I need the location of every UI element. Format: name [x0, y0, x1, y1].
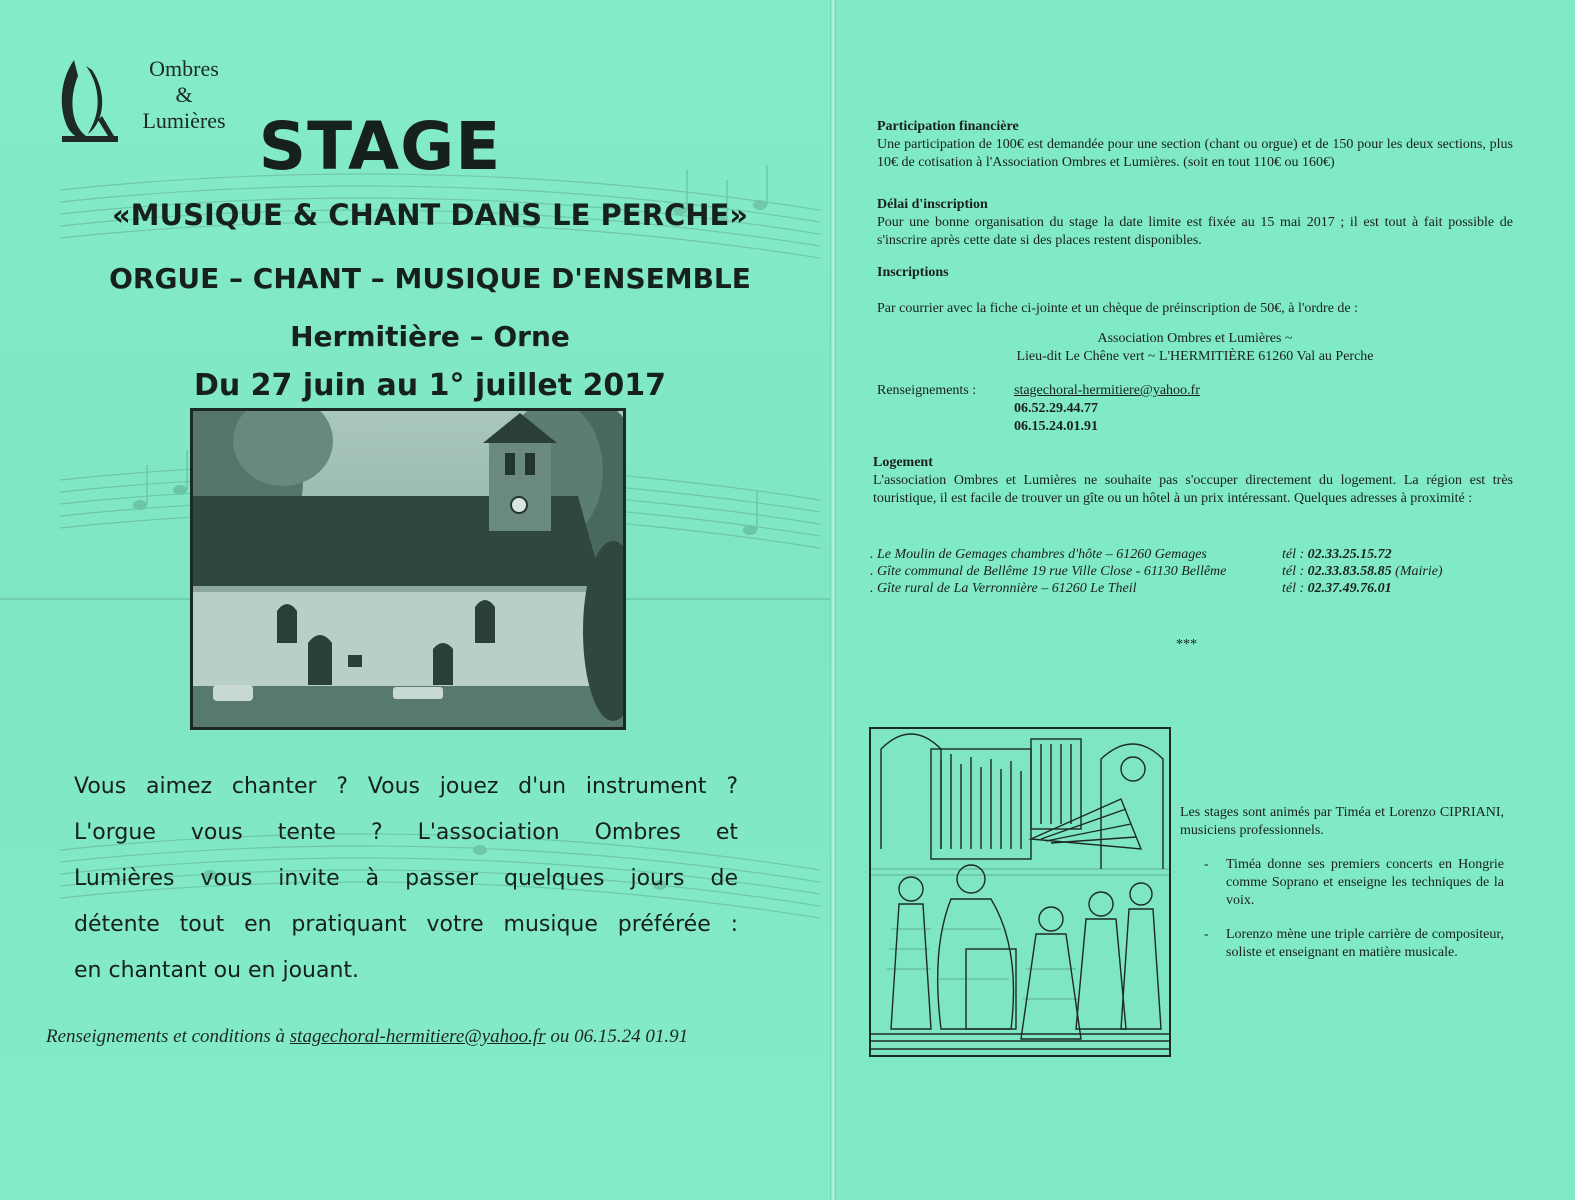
intro-paragraph [74, 764, 738, 994]
lodging-name: . Le Moulin de Gemages chambres d'hôte – 61260 Gemages [870, 547, 1207, 562]
bullet-item [1180, 926, 1504, 962]
flyer-title: STAGE [258, 108, 502, 185]
contact-email-link[interactable]: stagechoral-hermitiere@yahoo.fr [289, 1026, 546, 1047]
page-fold [830, 0, 836, 1200]
participation-text: Une participation de 100€ est demandée pour une section (chant ou orgue) et de 150 pour les deux sections, plus 10€ de cotisation à l'Association Ombres et Lumières. (soit en tout 110€ ou 160€) [877, 137, 1513, 170]
flyer-contact-line [46, 1026, 806, 1048]
bullet-dash: - [1204, 927, 1209, 942]
logo-text-lumieres: Lumières [142, 108, 226, 133]
animators-text: Les stages sont animés par Timéa et Lorenzo CIPRIANI, musiciens professionnels. [1180, 805, 1504, 838]
inscriptions-heading: Inscriptions [877, 265, 949, 280]
bullet-text: Timéa donne ses premiers concerts en Hongrie comme Soprano et enseigne les techniques de la voix. [1226, 857, 1504, 908]
organ-woodcut-illustration [871, 729, 1169, 1055]
address-line: Lieu-dit Le Chêne vert ~ L'HERMITIÈRE 61260 Val au Perche [1016, 349, 1374, 364]
postal-address [877, 330, 1513, 366]
intro-line: en chantant ou en jouant. [74, 958, 360, 983]
lodging-item [870, 580, 1510, 597]
bullet-text: Lorenzo mène une triple carrière de compositeur, soliste et enseignant en matière musicale. [1226, 927, 1504, 960]
lodging-name: . Gîte communal de Bellême 19 rue Ville Close - 61130 Bellême [870, 564, 1227, 579]
lodging-item [870, 563, 1510, 580]
logo-text-ombres: Ombres [149, 56, 219, 81]
intro-line: détente tout en pratiquant votre musique préférée : [74, 912, 738, 937]
flyer-subtitle: «MUSIQUE & CHANT DANS LE PERCHE» [111, 198, 749, 232]
flyer-dates: Du 27 juin au 1° juillet 2017 [193, 368, 667, 403]
inscriptions-text: Par courrier avec la fiche ci-jointe et un chèque de préinscription de 50€, à l'ordre de : [877, 301, 1359, 316]
participation-section [877, 118, 1513, 172]
logo-emblem-icon [52, 56, 122, 146]
contact-email-link[interactable]: stagechoral-hermitiere@yahoo.fr [1014, 383, 1200, 398]
intro-line: Vous aimez chanter ? Vous jouez d'un instrument ? [74, 774, 738, 799]
lodging-heading: Logement [873, 455, 933, 470]
tel-label: tél : [1282, 547, 1308, 562]
contact-prefix: Renseignements et conditions à [46, 1026, 290, 1047]
bullet-item [1180, 856, 1504, 910]
lodging-phone: 02.37.49.76.01 [1307, 581, 1392, 596]
deadline-heading: Délai d'inscription [877, 197, 988, 212]
bullet-dash: - [1204, 857, 1209, 872]
section-separator: *** [1176, 637, 1197, 652]
church-illustration [193, 411, 623, 727]
phone-number: 06.52.29.44.77 [1014, 401, 1098, 416]
logo-text-ampersand: & [175, 82, 193, 107]
church-photo [190, 408, 626, 730]
inscriptions-section [877, 264, 1513, 282]
intro-line: Lumières vous invite à passer quelques jours de [74, 866, 738, 891]
flyer-location: Hermitière – Orne [290, 320, 570, 353]
phone-number: 06.15.24.01.91 [1014, 419, 1098, 434]
lodging-phone: 02.33.25.15.72 [1307, 547, 1392, 562]
organ-engraving [869, 727, 1171, 1057]
deadline-section [877, 196, 1513, 250]
lodging-section [873, 454, 1513, 508]
lodging-phone: 02.33.83.58.85 [1307, 564, 1392, 579]
lodging-list [870, 546, 1510, 597]
contact-label: Renseignements : [877, 383, 977, 398]
contact-phone: ou 06.15.24 01.91 [545, 1026, 689, 1047]
participation-heading: Participation financière [877, 119, 1019, 134]
animators-section [1180, 804, 1504, 962]
tel-label: tél : [1282, 581, 1308, 596]
flyer-disciplines: ORGUE – CHANT – MUSIQUE D'ENSEMBLE [109, 262, 751, 295]
lodging-text: L'association Ombres et Lumières ne souhaite pas s'occuper directement du logement. La région est très touristique, il est facile de trouver un gîte ou un hôtel à un prix intéressant. Quelques adresses à proximité : [873, 473, 1513, 506]
deadline-text: Pour une bonne organisation du stage la date limite est fixée au 15 mai 2017 ; il est tout à fait possible de s'inscrire après cette date si des places restent disponibles. [877, 215, 1513, 248]
lodging-note: (Mairie) [1391, 564, 1443, 579]
intro-line: L'orgue vous tente ? L'association Ombres et [74, 820, 738, 845]
lodging-name: . Gîte rural de La Verronnière – 61260 Le Theil [870, 581, 1137, 596]
tel-label: tél : [1282, 564, 1308, 579]
lodging-item [870, 546, 1510, 563]
address-line: Association Ombres et Lumières ~ [1097, 331, 1293, 346]
